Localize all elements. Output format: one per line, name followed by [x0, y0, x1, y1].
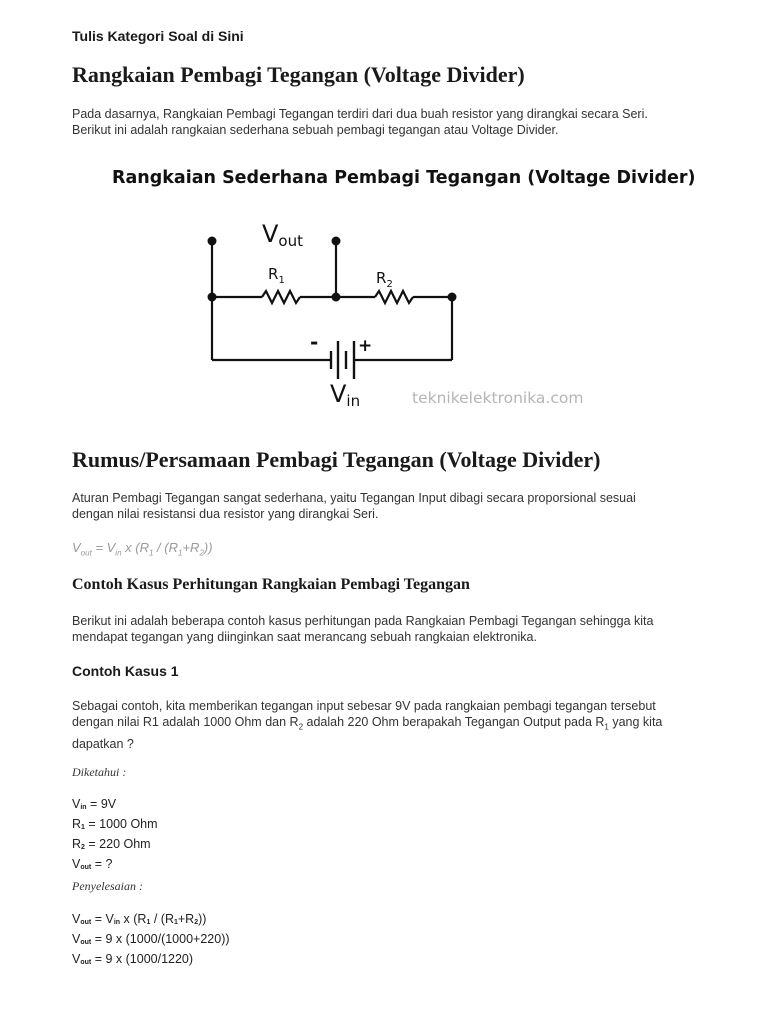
- case-1-line-1: Sebagai contoh, kita memberikan tegangan input sebesar 9V pada rangkaian pembagi tegangan tersebut: [72, 699, 656, 713]
- intro-paragraph: [72, 106, 648, 138]
- voltage-divider-circuit-diagram: [112, 155, 712, 420]
- solution-step-1: $V_{out} = V_{in}$ x $(R_1 / (R_1+R_2))$: [72, 912, 207, 926]
- rule-line-2: dengan nilai resistansi dua resistor yang dirangkai Seri.: [72, 507, 379, 521]
- section-title-formula: Rumus/Persamaan Pembagi Tegangan (Voltage Divider): [72, 447, 601, 472]
- rule-line-1: Aturan Pembagi Tegangan sangat sederhana, yaitu Tegangan Input dibagi secara proporsional sesuai: [72, 491, 636, 505]
- intro-line-2: Berikut ini adalah rangkaian sederhana sebuah pembagi tegangan atau Voltage Divider.: [72, 123, 559, 137]
- vout-label: Vout: [262, 220, 303, 250]
- battery-minus-sign: -: [310, 330, 319, 354]
- diagram-title: Rangkaian Sederhana Pembagi Tegangan (Voltage Divider): [112, 168, 696, 188]
- section-title-examples: Contoh Kasus Perhitungan Rangkaian Pembagi Tegangan: [72, 576, 470, 593]
- voltage-divider-formula: $V_{out} = V_{in}$ x $(R_1 / (R_1+R_2))$: [72, 540, 213, 558]
- known-vout: $V_{out}$ = ?: [72, 857, 113, 871]
- known-r2: $R_2 = 220$ Ohm: [72, 837, 151, 851]
- solution-label: Penyelesaian :: [72, 879, 143, 893]
- section-title-voltage-divider: Rangkaian Pembagi Tegangan (Voltage Divider): [72, 62, 525, 87]
- case-1-line-3: dapatkan ?: [72, 736, 134, 751]
- examples-line-1: Berikut ini adalah beberapa contoh kasus perhitungan pada Rangkaian Pembagi Tegangan sehingga kita: [72, 614, 654, 628]
- intro-line-1: Pada dasarnya, Rangkaian Pembagi Tegangan terdiri dari dua buah resistor yang dirangkai secara Seri.: [72, 107, 648, 121]
- rule-paragraph: [72, 490, 636, 522]
- watermark-text: teknikelektronika.com: [412, 389, 584, 407]
- battery-plus-sign: +: [358, 336, 373, 356]
- case-1-title: Contoh Kasus 1: [72, 663, 179, 679]
- case-1-line-2: dengan nilai R1 adalah 1000 Ohm dan $R_2$ adalah 220 Ohm berapakah Tegangan Output pada $R_1$ yang kita: [72, 715, 663, 732]
- vin-label: Vin: [330, 380, 361, 410]
- known-values-list: [72, 796, 158, 876]
- solution-step-2: $V_{out} = 9$ x (1000/(1000+220)): [72, 932, 230, 946]
- examples-paragraph: [72, 613, 653, 645]
- known-vin: $V_{in} = 9V$: [72, 797, 117, 811]
- circuit-nodes: [208, 237, 457, 302]
- r1-label: $R_1$: [268, 265, 285, 286]
- circuit-wires: [212, 241, 452, 360]
- battery-symbol: [331, 341, 354, 379]
- examples-line-2: mendapat tegangan yang diinginkan saat merancang sebuah rangkaian elektronika.: [72, 630, 537, 644]
- solution-steps-list: [72, 911, 230, 971]
- category-label: Tulis Kategori Soal di Sini: [72, 28, 244, 44]
- case-1-paragraph: [72, 698, 662, 752]
- known-label: Diketahui :: [72, 765, 127, 779]
- solution-step-3: $V_{out} = 9$ x (1000/1220): [72, 952, 194, 966]
- known-r1: $R_1 = 1000$ Ohm: [72, 817, 158, 831]
- r2-label: $R_2$: [376, 269, 393, 290]
